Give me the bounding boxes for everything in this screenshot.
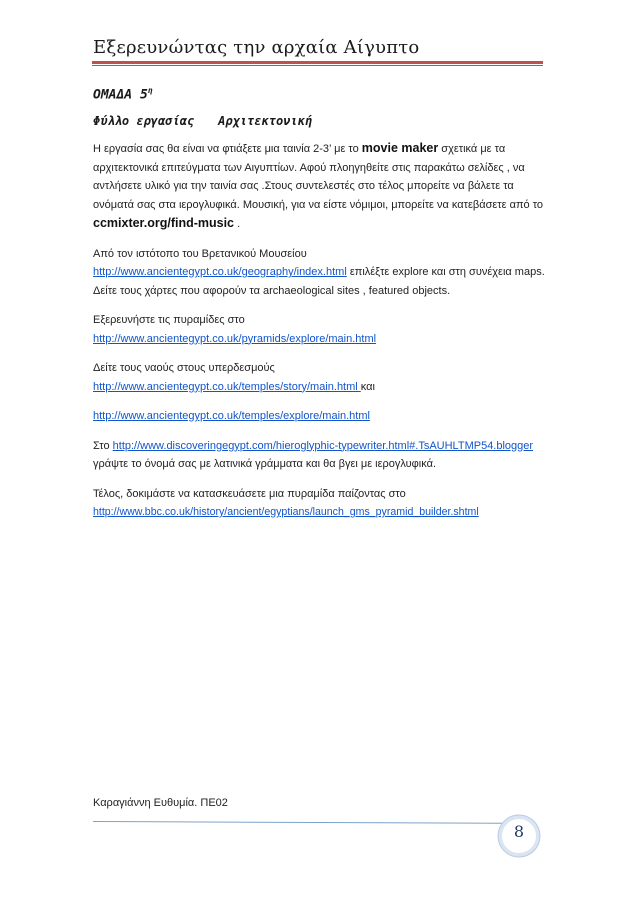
hieroglyphs-rest: γράψτε το όνομά σας με λατινικά γράμματα και θα βγει με ιερογλυφικά. — [93, 458, 437, 470]
british-museum-lead: Από τον ιστότοπο του Βρετανικού Μουσείου — [93, 247, 307, 260]
pyramid-game-lead: Τέλος, δοκιμάστε να κατασκευάσετε μια πυραμίδα παίζοντας στο — [93, 487, 406, 500]
british-museum-paragraph — [93, 245, 553, 301]
temples-story-link[interactable]: http://www.ancientegypt.co.uk/temples/story/main.html — [93, 380, 361, 393]
worksheet-label: Φύλλο εργασίας — [93, 114, 195, 128]
group-label: ΟΜΑΔΑ 5 — [93, 87, 148, 103]
temples-explore-link[interactable]: http://www.ancientegypt.co.uk/temples/explore/main.html — [93, 410, 370, 422]
header-rule — [92, 61, 543, 64]
page-number-badge — [497, 814, 541, 858]
worksheet-heading — [93, 114, 312, 128]
intro-text-2: σχετικά με τα αρχιτεκτονικά επιτεύγματα των Αιγυπτίων. Αφού πλοηγηθείτε στις παρακάτω σελίδες , να αντλήσετε υλικό για την ταινία σας .Στους συντελεστές στο τέλος μπορείτε να βάλετε τα ονόματά σας στα ιερογλυφικά. Μουσική, για να είστε νόμιμοι, μπορείτε να κατεβάσετε από το — [93, 143, 544, 211]
document-body — [93, 131, 553, 533]
worksheet-subject: Αρχιτεκτονική — [218, 114, 313, 128]
temples-explore-paragraph — [93, 407, 553, 426]
pyramid-game-paragraph — [93, 485, 553, 522]
pyramids-link[interactable]: http://www.ancientegypt.co.uk/pyramids/explore/main.html — [93, 332, 377, 345]
hieroglyphs-lead: Στο — [93, 439, 113, 452]
pyramids-paragraph — [93, 311, 553, 348]
pyramid-builder-link[interactable]: http://www.bbc.co.uk/history/ancient/egyptians/launch_gms_pyramid_builder.shtml — [93, 506, 479, 518]
header-rule-thin — [92, 65, 543, 66]
temples-paragraph — [93, 359, 553, 396]
ccmixter-reference: ccmixter.org/find-music — [93, 216, 235, 230]
temples-and: και — [360, 380, 375, 393]
page-header-title: Εξερευνώντας την αρχαία Αίγυπτο — [93, 37, 420, 58]
footer-rule — [93, 821, 503, 824]
group-title — [93, 86, 153, 102]
intro-paragraph — [93, 139, 553, 234]
pyramids-lead: Εξερευνήστε τις πυραμίδες στο — [93, 314, 245, 326]
intro-text-1: Η εργασία σας θα είναι να φτιάξετε μια ταινία 2-3’ με το — [93, 143, 362, 155]
intro-text-3: . — [234, 218, 241, 230]
hieroglyphs-paragraph — [93, 437, 553, 474]
geography-link[interactable]: http://www.ancientegypt.co.uk/geography/index.html — [93, 266, 347, 278]
group-ordinal: η — [147, 86, 153, 95]
temples-lead: Δείτε τους ναούς στους υπερδεσμούς — [93, 362, 275, 374]
page-number: 8 — [513, 822, 525, 841]
footer-author: Καραγιάννη Ευθυμία. ΠΕ02 — [93, 797, 228, 809]
hieroglyphic-typewriter-link[interactable]: http://www.discoveringegypt.com/hieroglyphic-typewriter.html#.TsAUHLTMP54.blogger — [112, 439, 534, 452]
movie-maker-term: movie maker — [361, 141, 439, 155]
british-museum-rest: επιλέξτε explore και στη συνέχεια maps. Δείτε τους χάρτες που αφορούν τα archaeological sites , featured objects. — [93, 266, 545, 297]
